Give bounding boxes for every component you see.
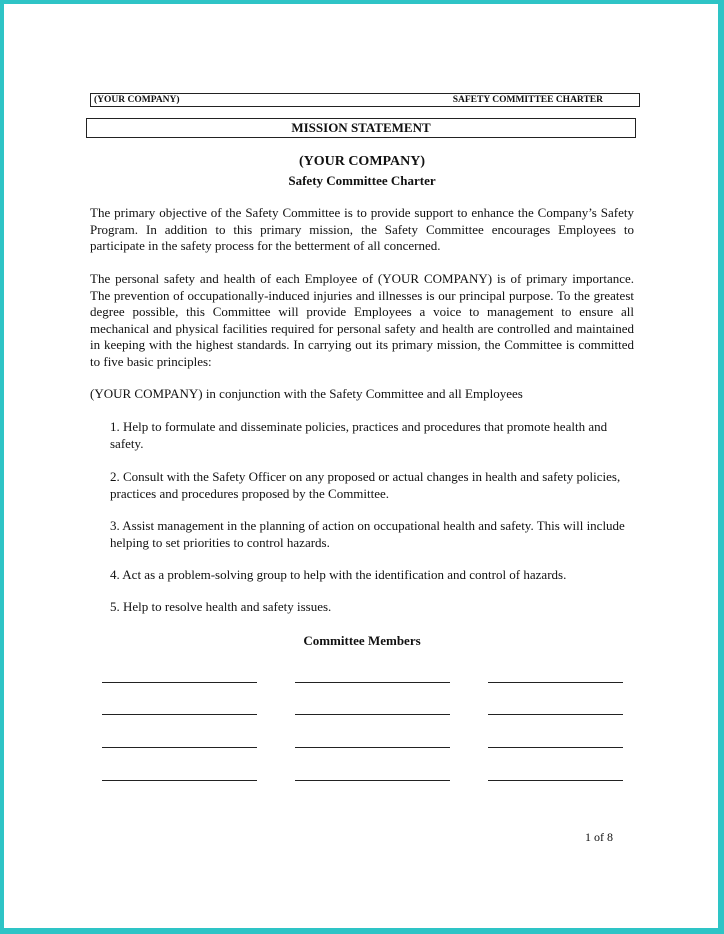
mission-statement-heading: MISSION STATEMENT — [86, 118, 636, 138]
signature-line — [102, 780, 257, 781]
header-doc-title: SAFETY COMMITTEE CHARTER — [452, 95, 603, 105]
principle-item: 2. Consult with the Safety Officer on any proposed or actual changes in health and safety policies, practices and procedures proposed by the Committee. — [110, 469, 621, 501]
signature-line — [488, 682, 623, 683]
signature-line — [295, 747, 450, 748]
committee-members-heading: Committee Members — [303, 633, 421, 648]
title-subtitle: Safety Committee Charter — [288, 173, 436, 188]
principle-item: 5. Help to resolve health and safety issues. — [110, 599, 332, 614]
signature-line — [488, 747, 623, 748]
page-number: 1 of 8 — [585, 830, 613, 844]
paragraph-objective: The primary objective of the Safety Committee is to provide support to enhance the Company’s Safety Program. In addition to this primary mission, the Safety Committee encourages Employees to participate in the safety process for the betterment of all concerned. — [90, 205, 634, 253]
document-page — [4, 4, 718, 928]
principle-item: 3. Assist management in the planning of action on occupational health and safety. This will include helping to set priorities to control hazards. — [110, 518, 625, 550]
title-company: (YOUR COMPANY) — [298, 154, 426, 169]
signature-line — [102, 714, 257, 715]
signature-line — [295, 682, 450, 683]
signature-line — [295, 714, 450, 715]
signature-line — [295, 780, 450, 781]
header-company: (YOUR COMPANY) — [94, 95, 180, 105]
principle-item: 4. Act as a problem-solving group to help with the identification and control of hazards. — [110, 567, 567, 582]
paragraph-conjunction: (YOUR COMPANY) in conjunction with the Safety Committee and all Employees — [90, 386, 523, 401]
principle-item: 1. Help to formulate and disseminate policies, practices and procedures that promote health and safety. — [110, 419, 608, 451]
page-header — [90, 93, 640, 107]
signature-line — [102, 747, 257, 748]
signature-line — [102, 682, 257, 683]
signature-line — [488, 714, 623, 715]
signature-line — [488, 780, 623, 781]
paragraph-health: The personal safety and health of each Employee of (YOUR COMPANY) is of primary importance. The prevention of occupationally-induced injuries and illnesses is our principal purpose. To the greatest degree possible, this Committee will provide Employees a voice to management to ensure all mechanical and physical facilities required for personal safety and health are controlled and maintained in keeping with the highest standards. In carrying out its primary mission, the Committee is committed to five basic principles: — [90, 271, 634, 369]
